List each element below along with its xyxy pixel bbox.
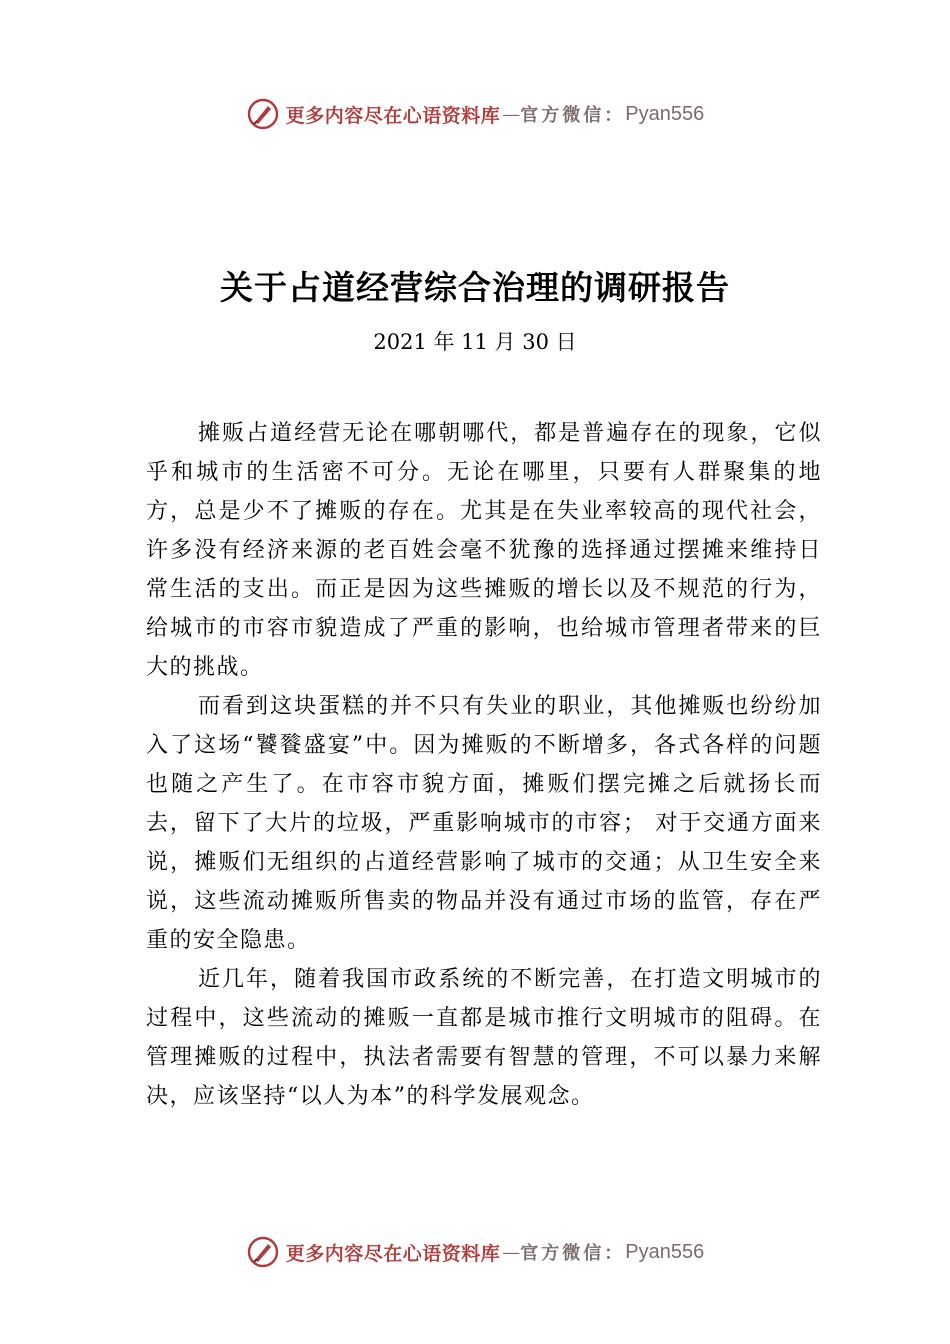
header-banner-label: 官方微信： bbox=[520, 105, 626, 126]
header-banner-text: 更多内容尽在心语资料库 bbox=[285, 104, 501, 127]
header-wechat-id: Pyan556 bbox=[625, 102, 705, 125]
quill-pen-logo-icon bbox=[246, 1235, 280, 1269]
paragraph-3: 近几年，随着我国市政系统的不断完善，在打造文明城市的过程中，这些流动的摊贩一直都是城市推行文明城市的阻碍。在管理摊贩的过程中，执法者需要有智慧的管理，不可以暴力来解决，应该坚持“以人为本”的科学发展观念。 bbox=[146, 967, 822, 1109]
footer-wechat-id: Pyan556 bbox=[625, 1240, 705, 1263]
paragraph-1: 摊贩占道经营无论在哪朝哪代，都是普遍存在的现象，它似乎和城市的生活密不可分。无论在哪里，只要有人群聚集的地方，总是少不了摊贩的存在。尤其是在失业率较高的现代社会，许多没有经济来源的老百姓会毫不犹豫的选择通过摆摊来维持日常生活的支出。而正是因为这些摊贩的增长以及不规范的行为，给城市的市容市貌造成了严重的影响，也给城市管理者带来的巨大的挑战。 bbox=[146, 421, 822, 680]
header-banner bbox=[0, 94, 950, 134]
document-title: 关于占道经营综合治理的调研报告 bbox=[220, 268, 730, 307]
footer-banner bbox=[0, 1232, 950, 1272]
paragraph-2: 而看到这块蛋糕的并不只有失业的职业，其他摊贩也纷纷加入了这场“饕餮盛宴”中。因为摊贩的不断增多，各式各样的问题也随之产生了。在市容市貌方面，摊贩们摆完摊之后就扬长而去，留下了大片的垃圾，严重影响城市的市容； 对于交通方面来说，摊贩们无组织的占道经营影响了城市的交通；从卫生安全来说，这些流动摊贩所售卖的物品并没有通过市场的监管，存在严重的安全隐患。 bbox=[146, 694, 822, 953]
document-body bbox=[146, 414, 822, 1116]
header-banner-separator: — bbox=[502, 103, 521, 125]
footer-banner-separator: — bbox=[502, 1241, 521, 1263]
quill-pen-logo-icon bbox=[246, 97, 280, 131]
footer-banner-text: 更多内容尽在心语资料库 bbox=[285, 1242, 501, 1265]
document-date: 2021 年 11 月 30 日 bbox=[373, 330, 577, 354]
footer-banner-label: 官方微信： bbox=[520, 1243, 626, 1264]
